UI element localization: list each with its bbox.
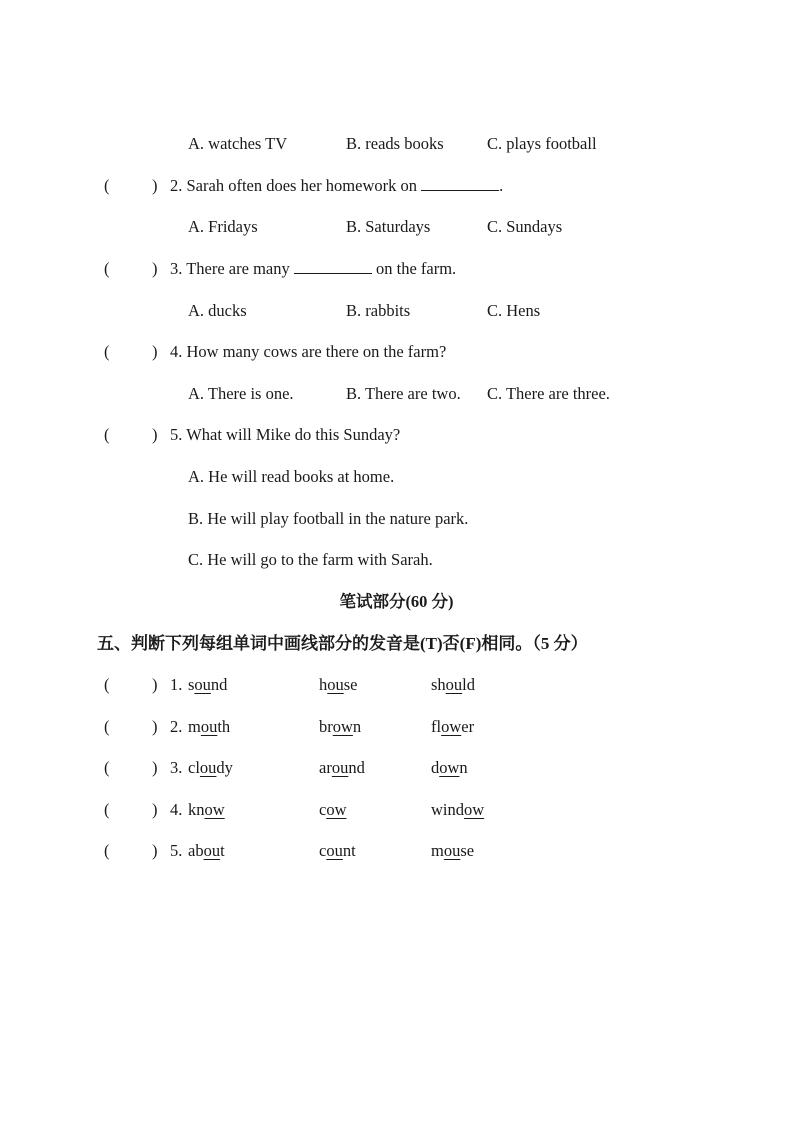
answer-blank[interactable] (294, 259, 372, 274)
q4-option-a: A. There is one. (188, 384, 294, 403)
answer-paren-close: ) (152, 675, 158, 694)
q5-option-c: C. He will go to the farm with Sarah. (188, 550, 433, 569)
underlined-letters: ou (326, 841, 343, 860)
s5-word-1: mouth (188, 717, 231, 736)
answer-paren-open: ( (104, 259, 110, 278)
underlined-letters: ow (204, 800, 225, 819)
answer-paren-close: ) (152, 717, 158, 736)
answer-paren-close: ) (152, 176, 158, 195)
q2-stem-after: . (499, 176, 504, 195)
answer-blank[interactable] (421, 176, 499, 191)
answer-paren-open: ( (104, 342, 110, 361)
underlined-letters: ou (327, 675, 344, 694)
s5-word-2: house (319, 675, 358, 694)
section-5-heading: 五、判断下列每组单词中画线部分的发音是(T)否(F)相同。（5 分） (97, 634, 588, 653)
answer-paren-open: ( (104, 176, 110, 195)
q1-option-b: B. reads books (346, 134, 444, 153)
s5-item-number: 3. (170, 758, 183, 777)
q3-option-c: C. Hens (487, 301, 541, 320)
q5-number: 5. (170, 425, 183, 444)
answer-paren-open: ( (104, 800, 110, 819)
underlined-letters: ou (200, 717, 218, 736)
underlined-letters: ow (326, 800, 347, 819)
answer-paren-open: ( (104, 717, 110, 736)
s5-word-2: brown (319, 717, 362, 736)
underlined-letters: ou (194, 675, 211, 694)
q2-stem (170, 176, 503, 196)
s5-word-1: cloudy (188, 758, 233, 777)
underlined-letters: ow (439, 758, 460, 777)
underlined-letters: ow (332, 717, 353, 736)
s5-word-3: should (431, 675, 476, 694)
answer-paren-open: ( (104, 841, 110, 860)
q2-number: 2. (170, 176, 183, 195)
underlined-letters: ou (203, 841, 221, 860)
s5-word-2: around (319, 758, 365, 777)
q3-stem (170, 259, 456, 279)
q5-option-a: A. He will read books at home. (188, 467, 395, 486)
answer-paren-open: ( (104, 758, 110, 777)
answer-paren-open: ( (104, 675, 110, 694)
q1-option-a: A. watches TV (188, 134, 288, 153)
s5-word-2: cow (319, 800, 347, 819)
q3-number: 3. (170, 259, 183, 278)
answer-paren-close: ) (152, 758, 158, 777)
answer-paren-close: ) (152, 800, 158, 819)
q4-option-c: C. There are three. (487, 384, 610, 403)
s5-word-1: sound (188, 675, 228, 694)
s5-item-number: 1. (170, 675, 183, 694)
q5-stem-text: What will Mike do this Sunday? (186, 425, 401, 444)
answer-paren-close: ) (152, 841, 158, 860)
q4-stem-text: How many cows are there on the farm? (186, 342, 447, 361)
s5-word-3: flower (431, 717, 475, 736)
underlined-letters: ow (441, 717, 462, 736)
q3-stem-text: There are many (186, 259, 290, 278)
s5-word-3: down (431, 758, 468, 777)
q3-stem-after: on the farm. (375, 259, 457, 278)
q2-option-c: C. Sundays (487, 217, 563, 236)
answer-paren-close: ) (152, 342, 158, 361)
s5-word-1: know (188, 800, 225, 819)
underlined-letters: ou (443, 841, 461, 860)
answer-paren-close: ) (152, 259, 158, 278)
q4-number: 4. (170, 342, 183, 361)
underlined-letters: ou (199, 758, 217, 777)
s5-word-1: about (188, 841, 225, 860)
s5-item-number: 2. (170, 717, 183, 736)
underlined-letters: ow (464, 800, 485, 819)
q4-option-b: B. There are two. (346, 384, 461, 403)
q5-option-b: B. He will play football in the nature park. (188, 509, 469, 528)
q3-option-b: B. rabbits (346, 301, 411, 320)
q3-option-a: A. ducks (188, 301, 247, 320)
underlined-letters: ou (445, 675, 463, 694)
s5-word-2: count (319, 841, 356, 860)
written-part-title: 笔试部分(60 分) (339, 592, 454, 611)
q2-option-a: A. Fridays (188, 217, 258, 236)
answer-paren-close: ) (152, 425, 158, 444)
answer-paren-open: ( (104, 425, 110, 444)
underlined-letters: ou (331, 758, 349, 777)
q1-option-c: C. plays football (487, 134, 597, 153)
q2-option-b: B. Saturdays (346, 217, 431, 236)
q5-stem (170, 425, 400, 445)
q4-stem (170, 342, 446, 362)
s5-word-3: mouse (431, 841, 475, 860)
q2-stem-text: Sarah often does her homework on (186, 176, 417, 195)
s5-word-3: window (431, 800, 485, 819)
s5-item-number: 4. (170, 800, 183, 819)
s5-item-number: 5. (170, 841, 183, 860)
